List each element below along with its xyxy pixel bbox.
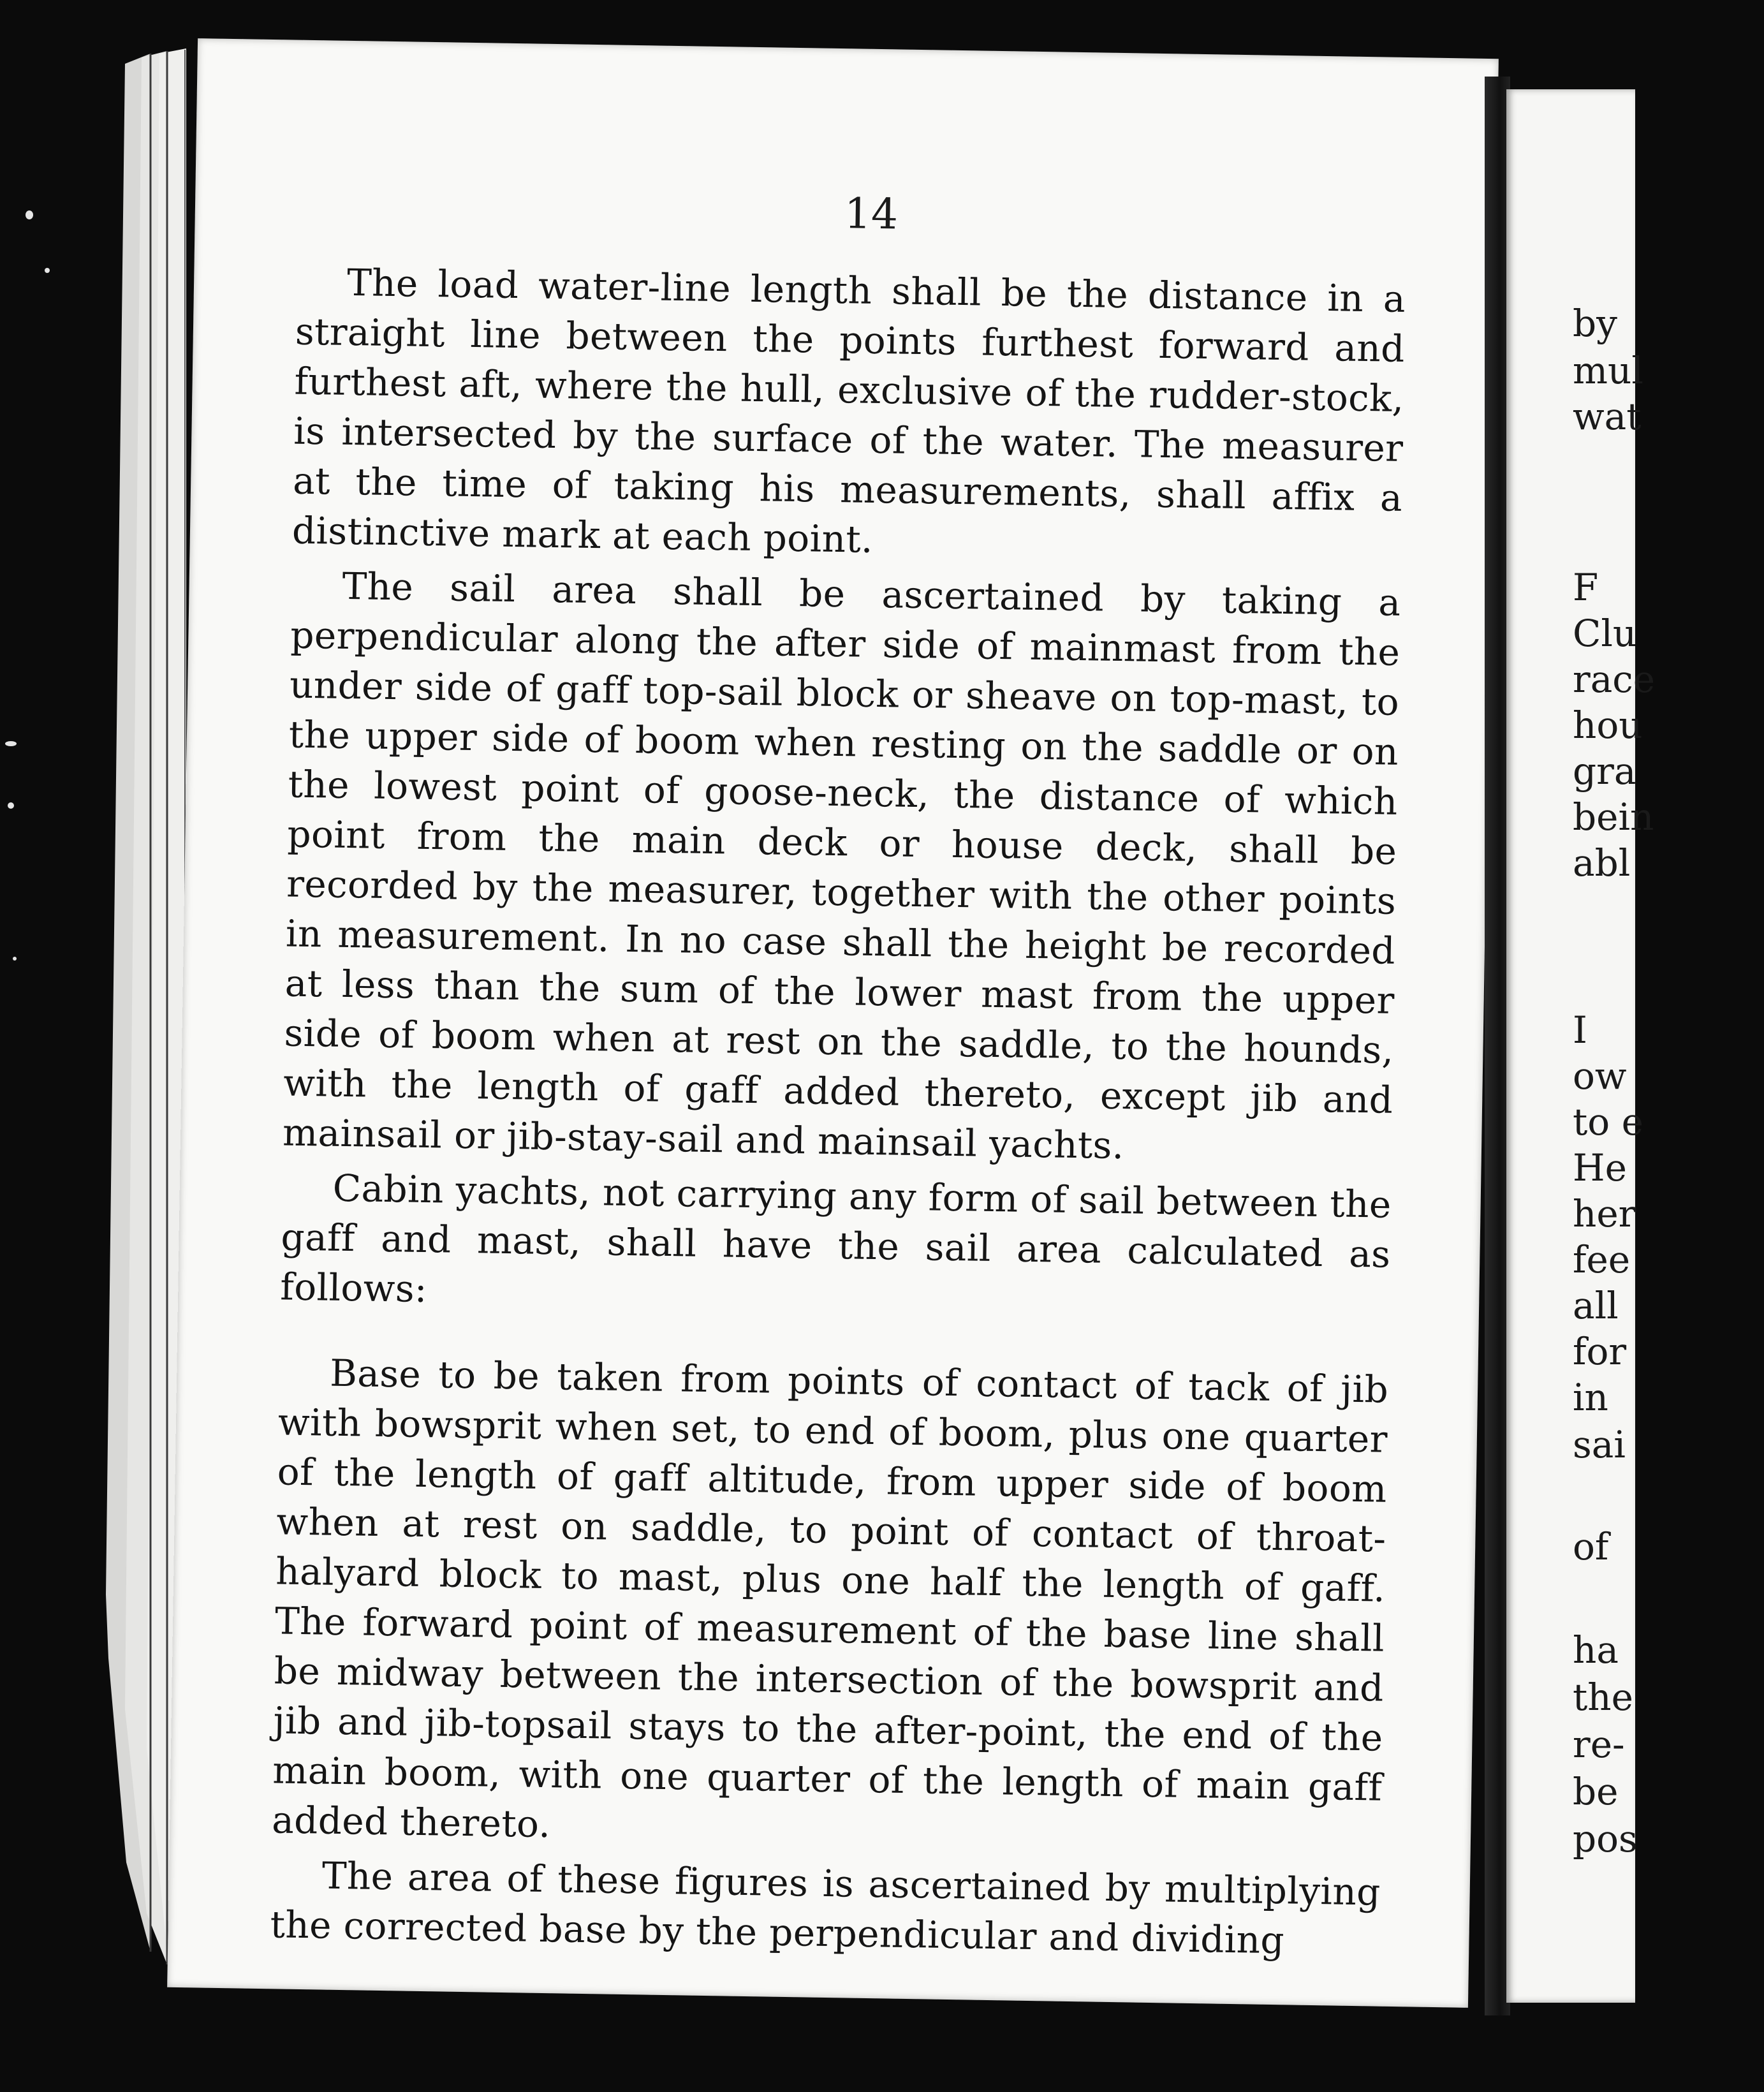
facing-fragment: F xyxy=(1573,566,1599,609)
paragraph-base-measurement: Base to be taken from points of contact of tack of jib with bowsprit when set, to end of boom, plus one quarter of the length of gaff altitude, from upper side of boom when at rest on saddle, to point of contact of throat-halyard block to mast, plus one half the length of gaff. The forward point of measurement of the base line shall be midway between the intersection of the bowsprit and jib and jib-topsail stays to the after-point, the end of the main boom, with one quarter of the length of main gaff added thereto. xyxy=(271,1351,1389,1846)
page-body-text xyxy=(270,257,1406,1972)
facing-fragment: bein xyxy=(1573,795,1654,839)
facing-fragment: He xyxy=(1573,1146,1627,1190)
page-number: 14 xyxy=(844,189,899,239)
paragraph-sail-area: The sail area shall be ascertained by taking a perpendicular along the after side of mainmast from the under side of gaff top-sail block or sheave on top-mast, to the upper side of boom when resting on the saddle or on the lowest point of goose-neck, the distance of which point from the main deck or house deck, shall be recorded by the measurer, together with the other points in measurement. In no case shall the height be recorded at less than the sum of the lower mast from the upper side of boom when at rest on the saddle, to the hounds, with the length of gaff added thereto, except jib and mainsail or jib-stay-sail and mainsail yachts. xyxy=(282,564,1401,1168)
paragraph-load-water-line: The load water-line length shall be the distance in a straight line between the points furthest forward and furthest aft, where the hull, exclusive of the rudder-stock, is intersected by the surface of the water. The measurer at the time of taking his measurements, shall affix a distinctive mark at each point. xyxy=(291,260,1406,561)
facing-fragment: I xyxy=(1573,1008,1587,1052)
facing-fragment: for xyxy=(1573,1330,1627,1373)
facing-fragment: be xyxy=(1573,1770,1619,1813)
facing-fragment: to e xyxy=(1573,1100,1643,1144)
facing-fragment: wat xyxy=(1573,395,1642,438)
book-page xyxy=(167,38,1499,2008)
facing-fragment: fee xyxy=(1573,1238,1631,1281)
paragraph-cabin-yachts: Cabin yachts, not carrying any form of sail between the gaff and mast, shall have the sail area calculated as follows: xyxy=(279,1166,1392,1311)
facing-fragment: gra xyxy=(1573,749,1636,793)
facing-fragment: sai xyxy=(1573,1423,1626,1466)
facing-fragment: abl xyxy=(1573,841,1631,885)
facing-fragment: of xyxy=(1573,1525,1609,1568)
facing-fragment: race xyxy=(1573,658,1656,701)
facing-fragment: all xyxy=(1573,1284,1619,1327)
facing-fragment: the xyxy=(1573,1676,1633,1719)
facing-fragment: in xyxy=(1573,1376,1608,1419)
facing-page xyxy=(1506,89,1656,2003)
facing-fragment: pos xyxy=(1573,1817,1638,1860)
facing-fragment: ow xyxy=(1573,1054,1627,1098)
facing-fragment: ha xyxy=(1573,1628,1619,1672)
facing-fragment: re- xyxy=(1573,1723,1625,1766)
facing-fragment: by xyxy=(1573,302,1617,345)
facing-fragment: Clu xyxy=(1573,612,1637,655)
facing-fragment: hou xyxy=(1573,703,1643,747)
page-edge-stack xyxy=(0,0,191,2092)
paragraph-area-calculation: The area of these figures is ascertained by multiplying the corrected base by the perpendicular and dividing xyxy=(270,1853,1381,1963)
facing-fragment: mul xyxy=(1573,349,1643,392)
facing-fragment: her xyxy=(1573,1192,1636,1235)
